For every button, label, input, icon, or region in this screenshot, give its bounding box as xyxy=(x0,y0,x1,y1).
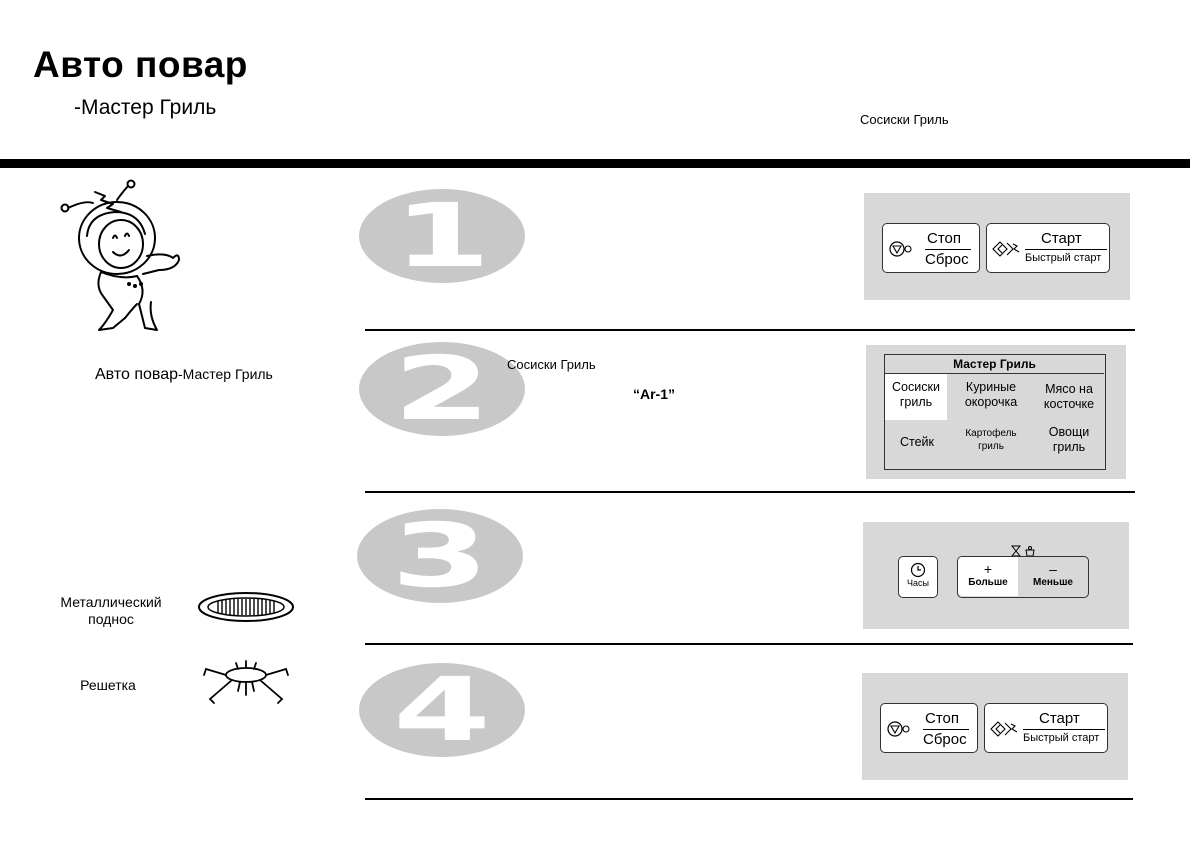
more-less-group xyxy=(957,556,1089,598)
step-2-number: 2 xyxy=(393,337,491,440)
stop-divider xyxy=(925,249,971,250)
start-divider xyxy=(1025,249,1107,250)
clock-label: Часы xyxy=(907,578,929,588)
caption-sub: -Мастер Гриль xyxy=(178,366,273,382)
plus-icon: + xyxy=(983,561,993,577)
mascot-icon xyxy=(55,178,185,338)
stop-reset-button[interactable] xyxy=(882,223,980,273)
tray-label-line2: поднос xyxy=(88,611,134,627)
start-icon xyxy=(989,720,1021,738)
menu-item-line1: Мясо на xyxy=(1045,382,1093,396)
menu-item-meat-bone[interactable] xyxy=(1035,382,1103,412)
tray-label-line1: Металлический xyxy=(60,594,162,610)
minus-icon: – xyxy=(1049,561,1057,577)
step-2-text: Сосиски Гриль xyxy=(507,357,596,372)
clock-icon xyxy=(910,562,926,578)
step-2-badge xyxy=(359,337,525,440)
menu-item-line2: гриль xyxy=(978,441,1004,452)
menu-item-line2: косточке xyxy=(1043,397,1095,411)
stop-label: Стоп xyxy=(927,230,961,247)
quick-start-label: Быстрый старт xyxy=(1023,732,1100,744)
start-icon xyxy=(991,240,1023,258)
reset-label: Сброс xyxy=(925,251,969,268)
menu-item-line1: Куриные xyxy=(965,380,1017,394)
rack-label-line1: Решетка xyxy=(80,677,136,693)
step-divider xyxy=(365,491,1135,493)
reset-label: Сброс xyxy=(923,731,967,748)
step-1-number: 1 xyxy=(393,184,491,287)
quick-start-label: Быстрый старт xyxy=(1025,252,1102,264)
step-divider xyxy=(365,329,1135,331)
less-label: Меньше xyxy=(1033,577,1073,588)
step-divider xyxy=(365,798,1133,800)
panel-step-1 xyxy=(864,193,1130,300)
panel-step-4 xyxy=(862,673,1128,780)
grill-rack-icon xyxy=(196,655,296,707)
header-right-label: Сосиски Гриль xyxy=(860,112,949,127)
page-subtitle: -Мастер Гриль xyxy=(74,96,217,119)
stop-divider xyxy=(923,729,969,730)
menu-item-line2: гриль xyxy=(1052,440,1086,454)
step-2-code: “Ar-1” xyxy=(633,386,676,402)
panel-step-3 xyxy=(863,522,1129,629)
more-button[interactable] xyxy=(958,557,1018,596)
start-button[interactable] xyxy=(984,703,1108,753)
header-divider-bar xyxy=(0,159,1190,168)
menu-item-line1: Сосиски xyxy=(892,380,940,394)
step-3-badge xyxy=(357,504,523,607)
master-grill-frame xyxy=(884,354,1106,470)
menu-item-steak[interactable] xyxy=(887,435,947,450)
menu-item-line1: Картофель xyxy=(965,428,1017,439)
start-divider xyxy=(1023,729,1105,730)
metal-tray-icon xyxy=(196,589,296,625)
master-grill-title: Мастер Гриль xyxy=(885,355,1104,374)
start-button[interactable] xyxy=(986,223,1110,273)
menu-item-line2: гриль xyxy=(899,395,933,409)
menu-item-line1: Стейк xyxy=(899,435,934,449)
clock-button[interactable] xyxy=(898,556,938,598)
menu-item-line1: Овощи xyxy=(1048,425,1090,439)
stop-label: Стоп xyxy=(925,710,959,727)
more-label: Больше xyxy=(968,577,1008,588)
menu-item-vegetables[interactable] xyxy=(1035,425,1103,455)
auto-cook-caption xyxy=(95,366,273,384)
step-4-number: 4 xyxy=(393,658,491,761)
stop-reset-button[interactable] xyxy=(880,703,978,753)
accessory-label-tray xyxy=(48,594,174,628)
stop-icon xyxy=(889,240,917,258)
step-1-badge xyxy=(359,184,525,287)
menu-item-line2: окорочка xyxy=(964,395,1018,409)
accessory-label-rack xyxy=(60,677,156,694)
caption-main: Авто повар xyxy=(95,366,178,383)
step-4-badge xyxy=(359,658,525,761)
panel-step-2 xyxy=(866,345,1126,479)
page-title: Авто повар xyxy=(33,44,248,85)
menu-item-chicken[interactable] xyxy=(955,380,1027,410)
start-label: Старт xyxy=(1039,710,1080,727)
stop-icon xyxy=(887,720,915,738)
step-3-number: 3 xyxy=(391,504,489,607)
step-divider xyxy=(365,643,1133,645)
start-label: Старт xyxy=(1041,230,1082,247)
menu-item-potato[interactable] xyxy=(955,427,1027,453)
less-button[interactable] xyxy=(1020,557,1086,596)
menu-item-sausages[interactable] xyxy=(885,374,947,420)
